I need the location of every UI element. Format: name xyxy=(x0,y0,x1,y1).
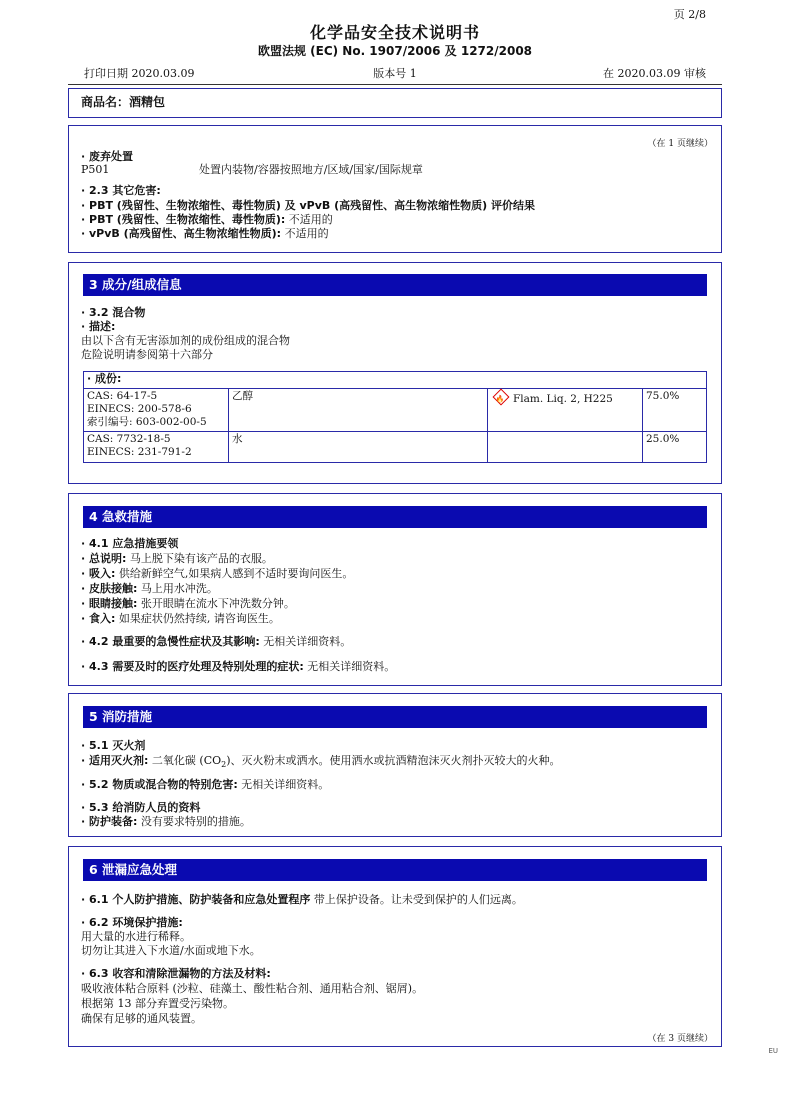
first-aid-heading: · 4.1 应急措施要领 xyxy=(81,537,179,550)
inhalation xyxy=(81,567,353,580)
pbt-label: · PBT (残留性、生物浓缩性、毒性物质): xyxy=(81,213,286,226)
component-name: 水 xyxy=(229,432,488,463)
label: · 皮肤接触: xyxy=(81,582,138,595)
region-code: EU xyxy=(768,1047,778,1055)
value: 无相关详细资料。 xyxy=(303,660,396,673)
einecs-number: EINECS: 231-791-2 xyxy=(87,446,192,458)
label: · 总说明: xyxy=(81,552,127,565)
other-hazards-heading: · 2.3 其它危害: xyxy=(81,184,161,197)
table-row xyxy=(84,372,707,389)
label: · 食入: xyxy=(81,612,116,625)
protective-equipment xyxy=(81,815,251,828)
value: 无相关详细资料。 xyxy=(237,778,330,791)
pbt-vpvb-heading: · PBT (残留性、生物浓缩性、毒性物质) 及 vPvB (高残留性、高生物浓缩性物质) 评价结果 xyxy=(81,199,535,212)
section5-box xyxy=(68,693,722,837)
symptoms-effects xyxy=(81,635,351,648)
special-hazards xyxy=(81,778,329,791)
document-meta xyxy=(84,65,706,79)
section6-heading: 6 泄漏应急处理 xyxy=(83,859,707,881)
section6-box xyxy=(68,846,722,1047)
hazard-class xyxy=(488,432,643,463)
version-number: 版本号 1 xyxy=(373,67,417,80)
section4-box xyxy=(68,493,722,686)
components-label: · 成份: xyxy=(87,372,122,385)
label: · 5.2 物质或混合物的特别危害: xyxy=(81,778,238,791)
containment-line: 根据第 13 部分弃置受污染物。 xyxy=(81,997,234,1010)
environmental-line: 切勿让其进入下水道/水面或地下水。 xyxy=(81,944,261,957)
pbt-line xyxy=(81,213,333,226)
skin-contact xyxy=(81,582,218,595)
print-date: 打印日期 2020.03.09 xyxy=(84,67,195,80)
mixture-heading: · 3.2 混合物 xyxy=(81,306,146,319)
label: · 适用灭火剂: xyxy=(81,754,149,767)
value: 供给新鲜空气,如果病人感到不适时要询问医生。 xyxy=(115,567,354,580)
p501-text: 处置内装物/容器按照地方/区域/国家/国际规章 xyxy=(199,163,423,176)
product-label: 商品名： xyxy=(81,95,130,109)
vpvb-value: 不适用的 xyxy=(281,227,329,240)
hazard-class-cell xyxy=(488,389,643,432)
einecs-number: EINECS: 200-578-6 xyxy=(87,403,192,415)
section3-box xyxy=(68,262,722,484)
firefighter-advice-heading: · 5.3 给消防人员的资料 xyxy=(81,801,201,814)
regulation-subtitle: 欧盟法规 (EC) No. 1907/2006 及 1272/2008 xyxy=(257,44,533,58)
section3-heading: 3 成分/组成信息 xyxy=(83,274,707,296)
cas-number: CAS: 7732-18-5 xyxy=(87,433,171,445)
component-percent: 25.0% xyxy=(643,432,707,463)
value: 没有要求特别的措施。 xyxy=(137,815,251,828)
component-ids-cell xyxy=(84,432,229,463)
label: · 眼睛接触: xyxy=(81,597,138,610)
value: 二氧化碳 (CO xyxy=(148,754,222,767)
p501-code: P501 xyxy=(81,163,110,176)
hazard-class: Flam. Liq. 2, H225 xyxy=(513,393,613,405)
subscript: 2 xyxy=(221,760,227,770)
medical-treatment xyxy=(81,660,395,673)
label: · 4.3 需要及时的医疗处理及特别处理的症状: xyxy=(81,660,304,673)
section5-heading: 5 消防措施 xyxy=(83,706,707,728)
vpvb-label: · vPvB (高残留性、高生物浓缩性物质): xyxy=(81,227,282,240)
table-row xyxy=(84,432,707,463)
label: · 6.1 个人防护措施、防护装备和应急处置程序 xyxy=(81,893,311,906)
disposal-heading: · 废弃处置 xyxy=(81,150,134,163)
eye-contact xyxy=(81,597,295,610)
personal-precautions xyxy=(81,893,523,906)
flame-pictogram-icon: 🔥 xyxy=(493,389,510,406)
description-line: 由以下含有无害添加剂的成份组成的混合物 xyxy=(81,334,290,347)
page-number: 页 2/8 xyxy=(673,8,706,21)
product-name-box xyxy=(68,88,722,118)
value: )、灭火粉末或洒水。使用洒水或抗酒精泡沫灭火剂扑灭较大的火种。 xyxy=(226,754,561,767)
label: · 4.2 最重要的急慢性症状及其影响: xyxy=(81,635,260,648)
environmental-precautions-heading: · 6.2 环境保护措施: xyxy=(81,916,183,929)
label: · 防护装备: xyxy=(81,815,138,828)
review-date: 在 2020.03.09 审核 xyxy=(603,67,706,80)
section4-heading: 4 急救措施 xyxy=(83,506,707,528)
continued-on-note: （在 3 页继续） xyxy=(647,1034,713,1044)
value: 马上脱下染有该产品的衣服。 xyxy=(126,552,273,565)
product-name: 酒精包 xyxy=(129,95,166,109)
component-percent: 75.0% xyxy=(643,389,707,432)
value: 如果症状仍然持续, 请咨询医生。 xyxy=(115,612,280,625)
components-header-cell xyxy=(84,372,707,389)
containment-heading: · 6.3 收容和清除泄漏物的方法及材料: xyxy=(81,967,271,980)
description-line: 危险说明请参阅第十六部分 xyxy=(81,348,213,361)
value: 无相关详细资料。 xyxy=(259,635,352,648)
index-number: 索引编号: 603-002-00-5 xyxy=(87,416,207,428)
ingestion xyxy=(81,612,280,625)
value: 马上用水冲洗。 xyxy=(137,582,218,595)
header-divider xyxy=(68,84,722,85)
table-row xyxy=(84,389,707,432)
value: 张开眼睛在流水下冲洗数分钟。 xyxy=(137,597,295,610)
cas-number: CAS: 64-17-5 xyxy=(87,390,158,402)
containment-line: 吸收液体粘合原料 (沙粒、硅藻土、酸性粘合剂、通用粘合剂、锯屑)。 xyxy=(81,982,424,995)
description-label: · 描述: xyxy=(81,320,116,333)
label: · 吸入: xyxy=(81,567,116,580)
components-table xyxy=(83,371,707,463)
continued-from-note: （在 1 页继续） xyxy=(647,139,713,149)
containment-line: 确保有足够的通风装置。 xyxy=(81,1012,202,1025)
pbt-value: 不适用的 xyxy=(285,213,333,226)
value: 带上保护设备。让未受到保护的人们远离。 xyxy=(310,893,523,906)
general-advice xyxy=(81,552,273,565)
extinguishing-media-heading: · 5.1 灭火剂 xyxy=(81,739,146,752)
section2-continuation-box xyxy=(68,125,722,253)
suitable-extinguishing-media xyxy=(81,754,561,771)
document-title: 化学品安全技术说明书 xyxy=(309,23,480,42)
vpvb-line xyxy=(81,227,329,240)
environmental-line: 用大量的水进行稀释。 xyxy=(81,930,191,943)
p501-statement xyxy=(81,163,423,176)
component-ids-cell xyxy=(84,389,229,432)
component-name: 乙醇 xyxy=(229,389,488,432)
